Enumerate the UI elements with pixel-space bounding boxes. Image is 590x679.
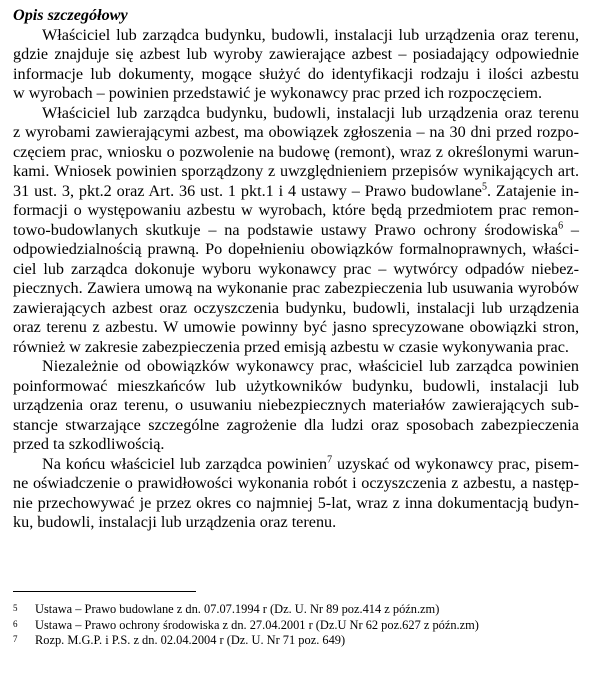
paragraph [13, 357, 579, 455]
text-line: gdzie znajduje się azbest lub wyroby zawierające azbest – posiadający odpowiednie [13, 45, 579, 63]
section-heading: Opis szczegółowy [13, 6, 128, 24]
text-line: nie przechowywać je przez okres co najmniej 5-lat, wraz z inna dokumentacją budyn- [13, 493, 579, 512]
text-line: 31 ust. 3, pkt.2 oraz Art. 36 ust. 1 pkt.1 i 4 ustawy – Prawo budowlane$^5$. Zatajenie in- [13, 181, 580, 200]
footnote-number: 6 [13, 618, 18, 629]
text-line: przed ta szkodliwością. [13, 435, 165, 453]
footnote [13, 618, 479, 634]
text-line: ciel lub zarządca dokonuje wyboru wykonawcy prac – wytwórcy odpadów niebez- [13, 259, 579, 278]
text-line: oraz terenu z azbestu. W umowie powinny być jasno sprecyzowane obowiązki stron, [13, 318, 579, 336]
text-line: Na końcu właściciel lub zarządca powinien$^7$ uzyskać od wykonawcy prac, pisem- [42, 454, 579, 473]
text-line: z wyrobami zawierającymi azbest, ma obowiązek zgłoszenia – na 30 dni przed rozpo- [13, 123, 579, 141]
text-line: formacji o występowaniu azbestu w wyrobach, które będą przedmiotem prac remon- [13, 201, 579, 219]
footnote [13, 633, 479, 649]
text-line: kami. Wniosek powinien sporządzony z uwzględnieniem przepisów wynikających art. [13, 162, 579, 180]
footnote-text: Ustawa – Prawo budowlane z dn. 07.07.1994 r (Dz. U. Nr 89 poz.414 z późn.zm) [35, 602, 440, 616]
footnote-text: Ustawa – Prawo ochrony środowiska z dn. 27.04.2001 r (Dz.U Nr 62 poz.627 z późn.zm) [35, 617, 479, 632]
text-line: w wyrobach – powinien przedstawić je wykonawcy prac przed ich rozpoczęciem. [13, 84, 543, 102]
body-text [13, 26, 579, 533]
text-line: Właściciel lub zarządca budynku, budowli, instalacji lub urządzenia oraz terenu [42, 103, 579, 122]
footnote-number: 7 [13, 634, 18, 644]
text-line: Właściciel lub zarządca budynku, budowli, instalacji lub urządzenia oraz terenu, [42, 25, 579, 44]
text-line: również w zakresie zabezpieczenia przed emisją azbestu w czasie wykonywania prac. [13, 337, 569, 356]
text-line: towo-budowlanych skutkuje – na podstawie ustawy Prawo ochrony środowiska$^6$ – [13, 220, 580, 239]
footnote-ref[interactable]: 5 [481, 181, 487, 193]
text-line: ku, budowli, instalacji lub urządzenia oraz terenu. [13, 513, 337, 531]
paragraph [13, 455, 579, 533]
footnote-ref[interactable]: 6 [558, 220, 564, 232]
footnote [13, 602, 479, 618]
text-line: piecznych. Zawiera umową na wykonanie prac zabezpieczenia lub usuwania wyrobów [13, 279, 579, 297]
text-line: częciem prac, wniosku o pozwolenie na budowę (remont), wraz z określonymi warun- [13, 142, 579, 161]
paragraph [13, 104, 579, 358]
paragraph [13, 26, 579, 104]
text-line: urządzenia oraz terenu, o usuwaniu niebezpiecznych materiałów zawierających sub- [13, 396, 579, 414]
text-line: zawierających azbest oraz oczyszczenia budynku, budowli, instalacji lub urządzenia [13, 298, 579, 317]
footnote-number: 5 [13, 603, 18, 613]
text-line: stancje stwarzające szczególne zagrożenie dla ludzi oraz sposobach zabezpieczenia [13, 415, 579, 434]
text-line: odpowiedzialnością prawną. Po dopełnieniu obowiązków formalnoprawnych, właści- [13, 240, 579, 258]
footnote-text: Rozp. M.G.P. i P.S. z dn. 02.04.2004 r (Dz. U. Nr 71 poz. 649) [35, 633, 346, 647]
text-line: Niezależnie od obowiązków wykonawcy prac, właściciel lub zarządca powinien [42, 357, 579, 375]
text-line: informacje lub dokumenty, mogące służyć do identyfikacji rodzaju i ilości azbestu [13, 64, 579, 83]
footnote-separator [13, 591, 196, 592]
footnote-ref[interactable]: 7 [327, 454, 333, 466]
footnotes [13, 602, 479, 649]
text-line: ne oświadczenie o prawidłowości wykonania robót i oczyszczenia z azbestu, a następ- [13, 474, 579, 492]
main-text [13, 6, 579, 533]
text-line: poinformować mieszkańców lub użytkowników budynku, budowli, instalacji lub [13, 376, 579, 395]
